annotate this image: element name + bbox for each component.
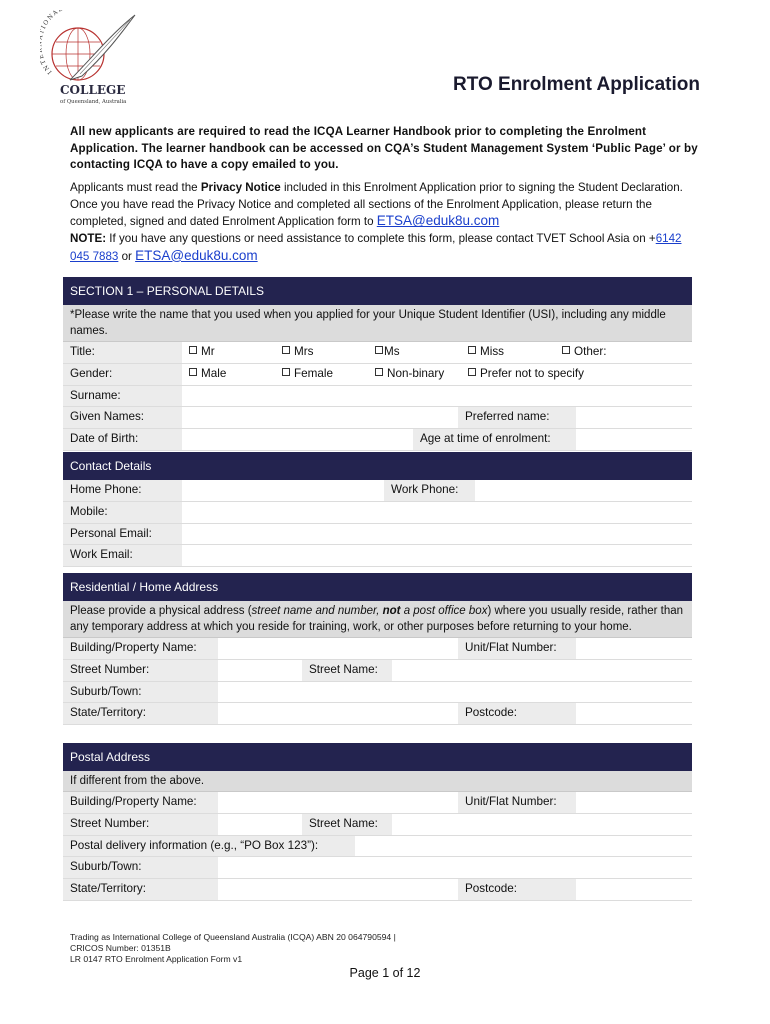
section-heading: Contact Details — [63, 452, 692, 480]
delivery-label: Postal delivery information (e.g., “PO Box 123”): — [63, 836, 355, 857]
postal-building-row — [63, 792, 692, 814]
street-number-label: Street Number: — [63, 660, 218, 681]
street-name-field[interactable] — [393, 660, 692, 681]
given-names-field[interactable] — [183, 407, 457, 428]
given-names-row — [63, 407, 692, 429]
mobile-label: Mobile: — [63, 502, 182, 523]
email-link[interactable]: ETSA@eduk8u.com — [376, 213, 500, 229]
checkbox-icon[interactable] — [282, 346, 290, 354]
intro-text-cont: included in this Enrolment Application prior to signing the Student Declaration. Once you have read the Privacy Notice and completed all sections of the Enrolment Application, please return the completed, signed and dated Enrolment Application form to — [70, 181, 683, 229]
work-email-field[interactable] — [183, 545, 692, 566]
home-phone-field[interactable] — [183, 480, 383, 501]
privacy-notice-text: Privacy Notice — [200, 181, 281, 194]
gender-option-female[interactable]: Female — [282, 364, 333, 385]
building-row — [63, 638, 692, 660]
title-option-mr[interactable]: Mr — [189, 342, 215, 363]
unit-label: Unit/Flat Number: — [458, 792, 576, 813]
phone-row — [63, 480, 692, 502]
building-label: Building/Property Name: — [63, 792, 218, 813]
age-label: Age at time of enrolment: — [413, 429, 576, 450]
mobile-row — [63, 502, 692, 524]
dob-row — [63, 429, 692, 451]
postcode-label: Postcode: — [458, 703, 576, 724]
title-label: Title: — [63, 342, 182, 363]
logo-name: COLLEGE — [60, 83, 126, 97]
logo-subtitle: of Queensland, Australia — [60, 99, 127, 105]
personal-email-field[interactable] — [183, 524, 692, 545]
title-option-miss[interactable]: Miss — [468, 342, 504, 363]
unit-field[interactable] — [577, 792, 692, 813]
usi-note: *Please write the name that you used when you applied for your Unique Student Identifier (USI), including any middle names. — [63, 305, 692, 342]
dob-field[interactable] — [183, 429, 412, 450]
state-row — [63, 703, 692, 725]
postal-suburb-row — [63, 857, 692, 879]
college-logo — [40, 10, 140, 106]
section-heading: Postal Address — [63, 743, 692, 771]
section-personal-details — [63, 277, 692, 451]
checkbox-icon[interactable] — [468, 368, 476, 376]
postal-delivery-row — [63, 836, 692, 858]
personal-email-label: Personal Email: — [63, 524, 182, 545]
building-label: Building/Property Name: — [63, 638, 218, 659]
mobile-field[interactable] — [183, 502, 692, 523]
postcode-label: Postcode: — [458, 879, 576, 900]
postal-street-row — [63, 814, 692, 836]
checkbox-icon[interactable] — [375, 346, 383, 354]
state-label: State/Territory: — [63, 879, 218, 900]
preferred-name-field[interactable] — [577, 407, 692, 428]
gender-option-prefer-not[interactable]: Prefer not to specify — [468, 364, 584, 385]
state-field[interactable] — [219, 703, 457, 724]
postal-state-row — [63, 879, 692, 901]
checkbox-icon[interactable] — [189, 368, 197, 376]
footer-line-3: LR 0147 RTO Enrolment Application Form v1 — [70, 954, 243, 965]
note-text: If you have any questions or need assistance to complete this form, please contact TVET School Asia on + — [106, 232, 656, 246]
gender-option-male[interactable]: Male — [189, 364, 226, 385]
or-text: or — [118, 249, 136, 263]
work-phone-label: Work Phone: — [384, 480, 475, 501]
suburb-row — [63, 682, 692, 704]
delivery-field[interactable] — [356, 836, 692, 857]
suburb-label: Suburb/Town: — [63, 682, 218, 703]
work-email-row — [63, 545, 692, 567]
suburb-field[interactable] — [219, 857, 692, 878]
state-field[interactable] — [219, 879, 457, 900]
unit-field[interactable] — [577, 638, 692, 659]
intro-paragraph — [70, 180, 700, 266]
postal-note: If different from the above. — [63, 771, 692, 792]
suburb-label: Suburb/Town: — [63, 857, 218, 878]
building-field[interactable] — [219, 638, 457, 659]
checkbox-icon[interactable] — [562, 346, 570, 354]
building-field[interactable] — [219, 792, 457, 813]
svg-text:INTERNATIONAL — [40, 10, 65, 75]
page-number: Page 1 of 12 — [349, 966, 421, 980]
unit-label: Unit/Flat Number: — [458, 638, 576, 659]
title-row — [63, 342, 692, 364]
checkbox-icon[interactable] — [375, 368, 383, 376]
gender-row — [63, 364, 692, 386]
section-postal-address — [63, 743, 692, 901]
preferred-name-label: Preferred name: — [458, 407, 576, 428]
note-label: NOTE: — [70, 232, 107, 246]
home-phone-label: Home Phone: — [63, 480, 182, 501]
section-contact-details — [63, 452, 692, 567]
work-phone-field[interactable] — [476, 480, 692, 501]
email-link-2[interactable]: ETSA@eduk8u.com — [135, 247, 258, 263]
postcode-field[interactable] — [577, 879, 692, 900]
street-row — [63, 660, 692, 682]
checkbox-icon[interactable] — [282, 368, 290, 376]
logo-arc-text: IN IONA — [40, 10, 61, 76]
surname-row — [63, 386, 692, 408]
given-names-label: Given Names: — [63, 407, 182, 428]
street-number-field[interactable] — [219, 814, 301, 835]
title-option-other[interactable]: Other: — [562, 342, 606, 363]
gender-label: Gender: — [63, 364, 182, 385]
section-residential-address — [63, 573, 692, 725]
title-option-mrs[interactable]: Mrs — [282, 342, 313, 363]
section-heading: Residential / Home Address — [63, 573, 692, 601]
footer — [70, 932, 396, 966]
intro-text: Applicants must read the — [70, 181, 201, 194]
checkbox-icon[interactable] — [189, 346, 197, 354]
street-name-field[interactable] — [393, 814, 692, 835]
street-number-label: Street Number: — [63, 814, 218, 835]
footer-line-2: CRICOS Number: 01351B — [70, 943, 171, 954]
section-heading: SECTION 1 – PERSONAL DETAILS — [63, 277, 692, 305]
document-title: RTO Enrolment Application — [452, 74, 700, 95]
street-number-field[interactable] — [219, 660, 301, 681]
street-name-label: Street Name: — [302, 814, 392, 835]
title-option-ms[interactable]: Ms — [375, 342, 400, 363]
surname-label: Surname: — [63, 386, 182, 407]
intro-bold-paragraph: All new applicants are required to read the ICQA Learner Handbook prior to completing the Enrolment Application. The learner handbook can be accessed on CQA’s Student Management System ‘Public Page’ or by contacting ICQA to have a copy emailed to you. — [70, 125, 698, 171]
gender-option-nonbinary[interactable]: Non-binary — [375, 364, 444, 385]
residential-note: Please provide a physical address (street name and number, not a post office box) where you usually reside, rather than any temporary address at which you reside for training, work, or other purposes before returning to your home. — [63, 601, 692, 638]
phone-link[interactable]: 6142 045 7883 — [70, 232, 682, 263]
dob-label: Date of Birth: — [63, 429, 182, 450]
age-field[interactable] — [577, 429, 692, 450]
suburb-field[interactable] — [219, 682, 692, 703]
footer-line-1: Trading as International College of Queensland Australia (ICQA) ABN 20 064790594 | — [70, 932, 396, 942]
surname-field[interactable] — [183, 386, 692, 407]
street-name-label: Street Name: — [302, 660, 392, 681]
postcode-field[interactable] — [577, 703, 692, 724]
state-label: State/Territory: — [63, 703, 218, 724]
personal-email-row — [63, 524, 692, 546]
checkbox-icon[interactable] — [468, 346, 476, 354]
work-email-label: Work Email: — [63, 545, 182, 566]
